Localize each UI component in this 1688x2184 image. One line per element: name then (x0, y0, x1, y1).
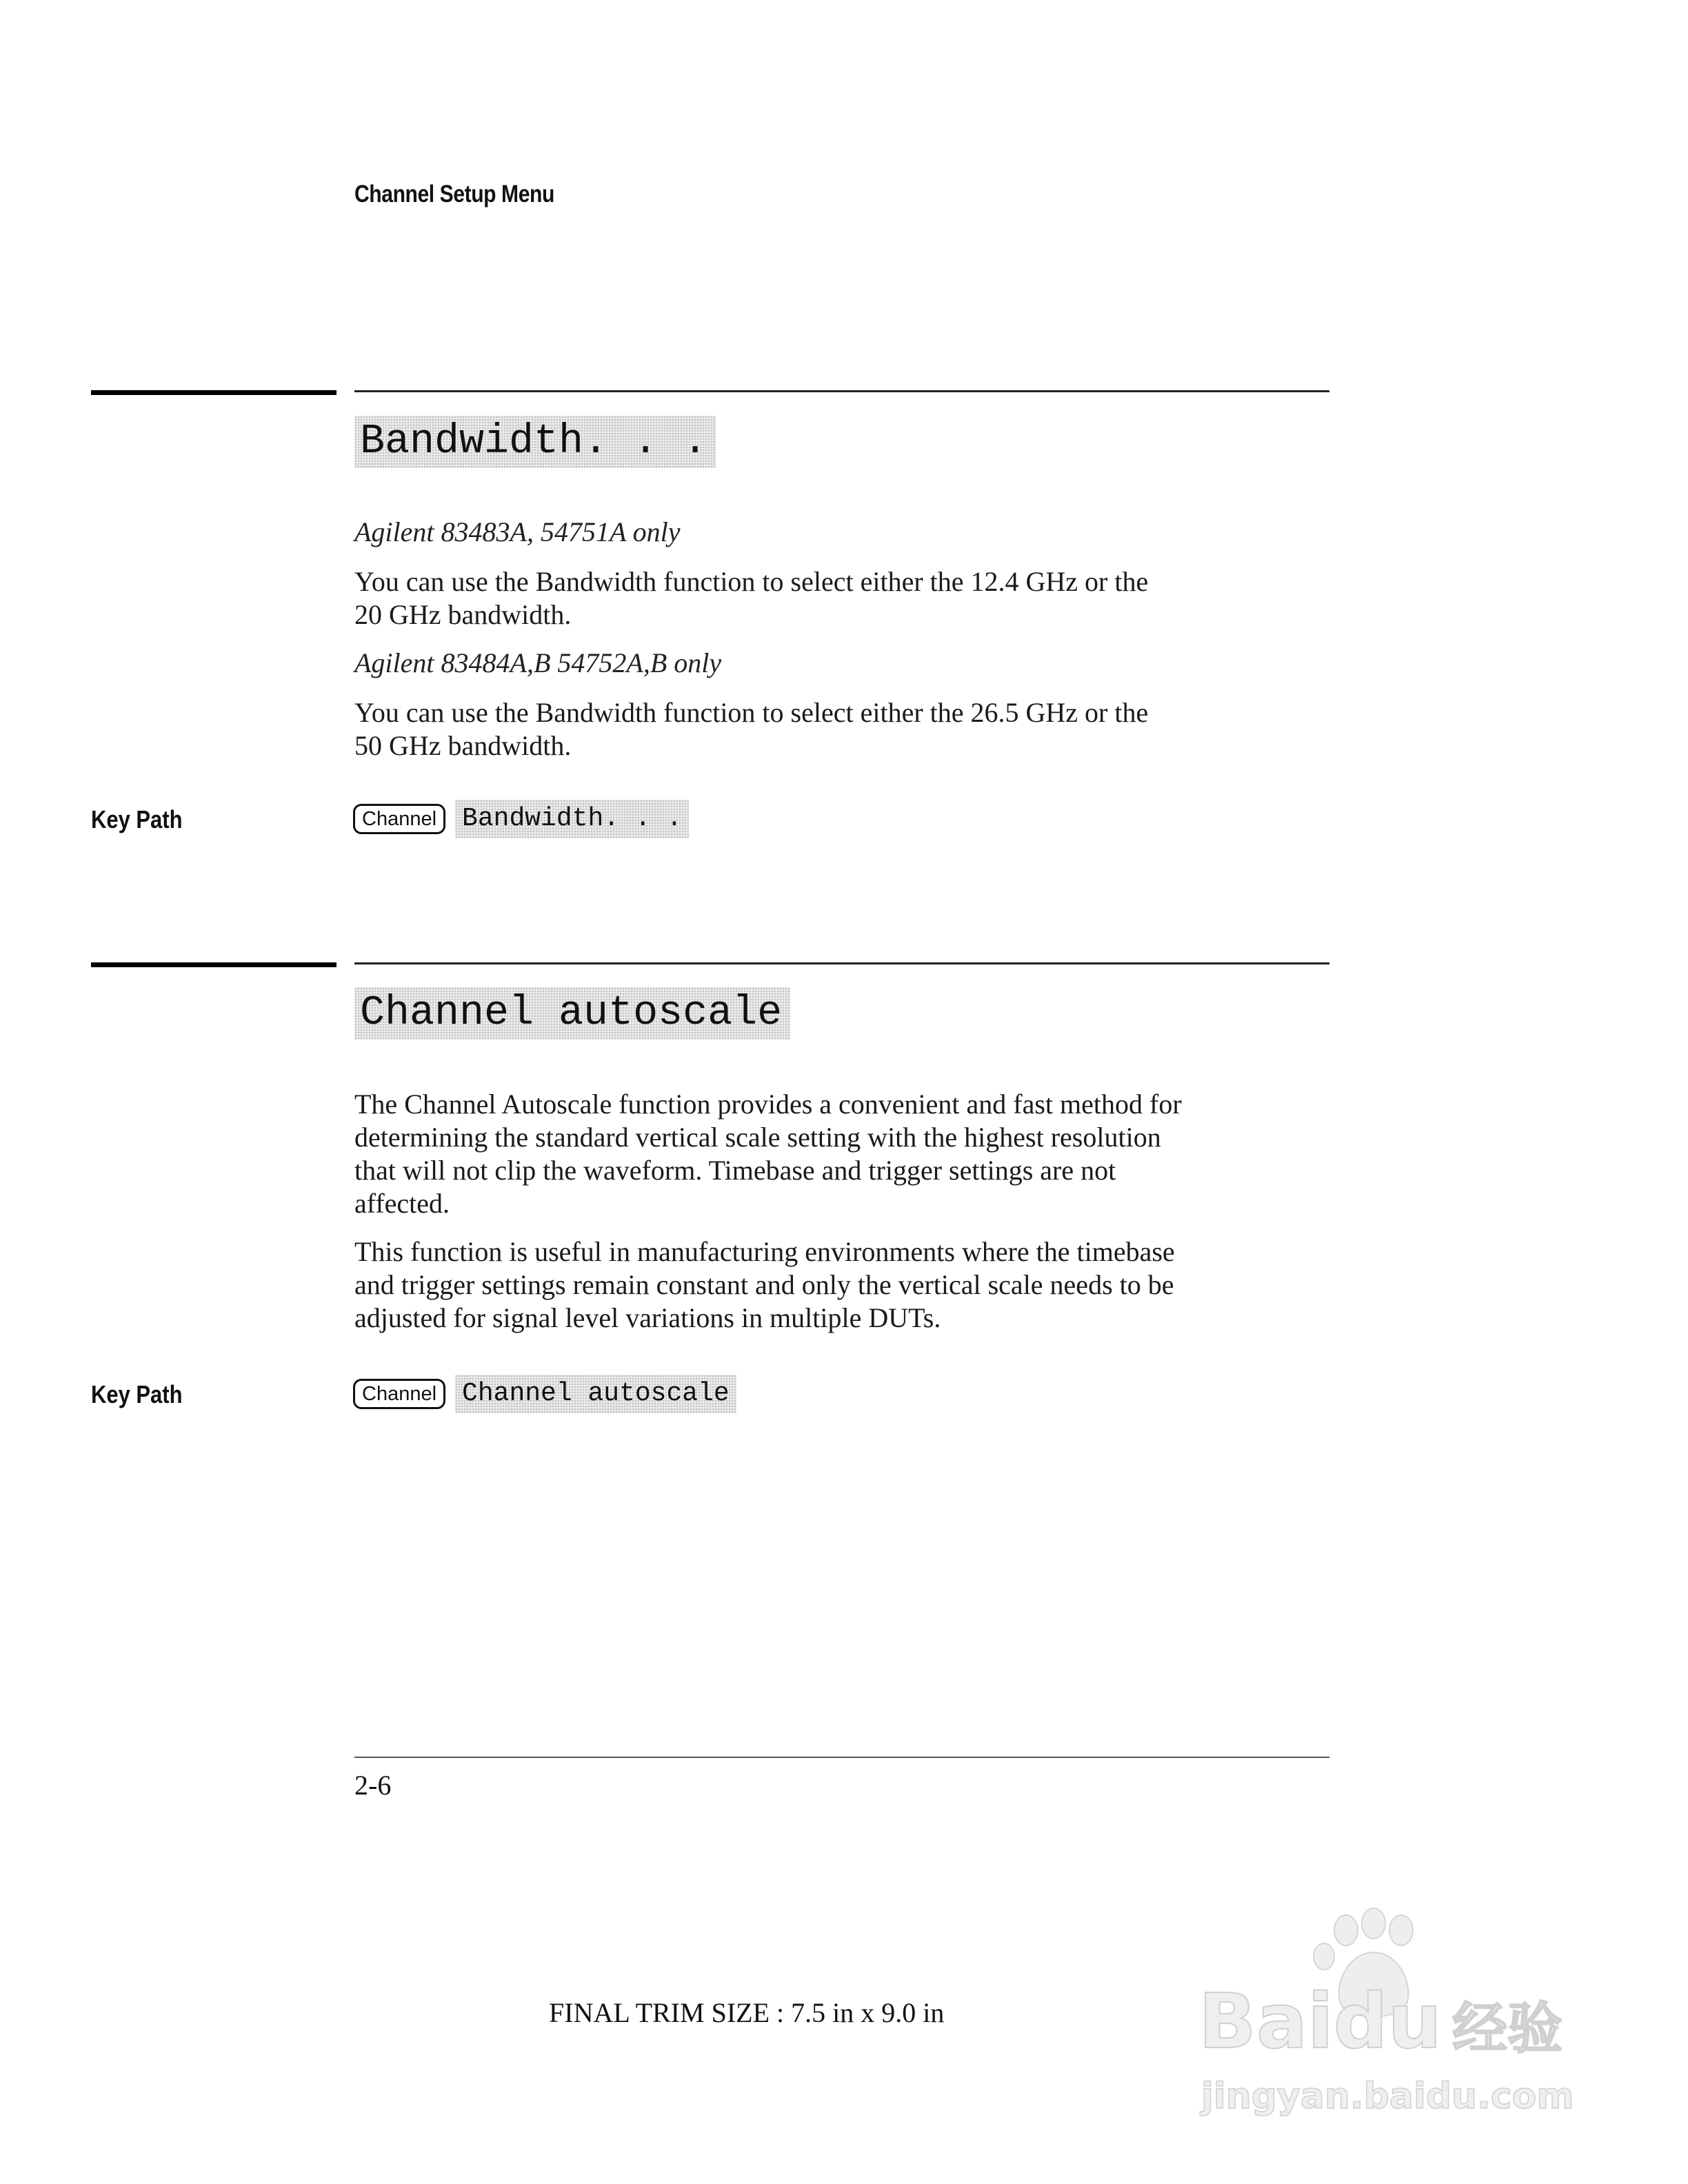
paragraph-line: and trigger settings remain constant and only the vertical scale needs to be (354, 1269, 1174, 1300)
watermark-url: jingyan.baidu.com (1201, 2076, 1574, 2117)
model-note: Agilent 83483A, 54751A only (354, 516, 681, 547)
paragraph-line: 50 GHz bandwidth. (354, 730, 572, 761)
key-path-label: Key Path (91, 1380, 183, 1408)
key-path (353, 1375, 736, 1413)
section-rule-right (354, 390, 1329, 392)
paragraph (354, 565, 1320, 631)
model-note: Agilent 83484A,B 54752A,B only (354, 647, 722, 678)
section-heading-bandwidth: Bandwidth. . . (354, 416, 716, 468)
bandwidth-soft-key: Bandwidth. . . (455, 800, 689, 838)
paragraph (354, 696, 1320, 762)
key-path (353, 800, 689, 838)
paragraph-line: determining the standard vertical scale setting with the highest resolution (354, 1122, 1161, 1153)
paragraph (354, 1235, 1320, 1335)
paragraph-line: The Channel Autoscale function provides a convenient and fast method for (354, 1089, 1182, 1120)
paragraph-line: You can use the Bandwidth function to select either the 12.4 GHz or the (354, 566, 1149, 597)
baidu-watermark-logo (1193, 1903, 1579, 2130)
running-head: Channel Setup Menu (354, 181, 554, 208)
paragraph (354, 1088, 1320, 1220)
channel-hard-key: Channel (353, 1379, 445, 1409)
paragraph-line: This function is useful in manufacturing environments where the timebase (354, 1236, 1175, 1267)
paragraph-line: adjusted for signal level variations in multiple DUTs. (354, 1302, 941, 1333)
section-rule-left (91, 390, 336, 395)
paragraph-line: You can use the Bandwidth function to select either the 26.5 GHz or the (354, 697, 1149, 728)
channel-hard-key: Channel (353, 804, 445, 834)
watermark-brand-cn: 经验 (1452, 1996, 1563, 2061)
trim-size-note: FINAL TRIM SIZE : 7.5 in x 9.0 in (549, 1997, 945, 2028)
section-rule-right (354, 962, 1329, 964)
paragraph-line: that will not clip the waveform. Timebase and trigger settings are not (354, 1155, 1116, 1186)
channel-autoscale-soft-key: Channel autoscale (455, 1375, 736, 1413)
paragraph-line: affected. (354, 1188, 450, 1219)
section-rule-left (91, 962, 336, 967)
watermark-brand: Baidu (1198, 1977, 1442, 2065)
footer-rule (354, 1757, 1329, 1758)
key-path-label: Key Path (91, 805, 183, 833)
paragraph-line: 20 GHz bandwidth. (354, 599, 572, 630)
page-number: 2-6 (354, 1770, 392, 1801)
section-heading-channel-autoscale: Channel autoscale (354, 987, 790, 1040)
